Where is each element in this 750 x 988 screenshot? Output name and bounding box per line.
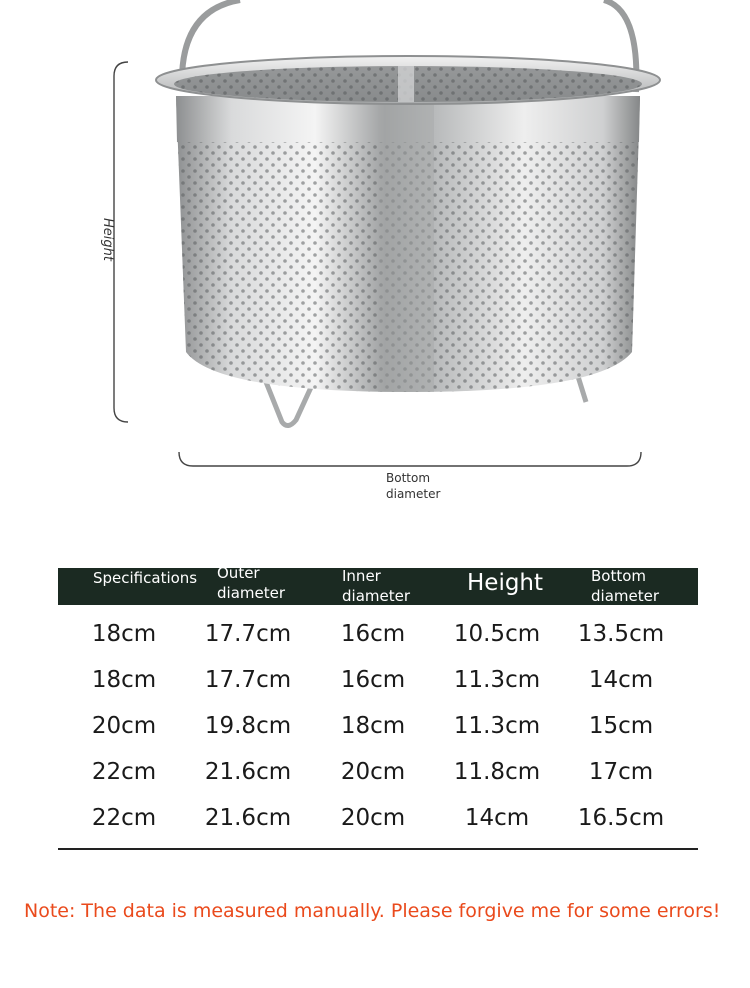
table-cell: 14cm [464,805,530,831]
height-bracket [114,62,128,422]
height-dimension-label: Height [99,218,115,261]
table-row [58,751,698,797]
table-cell: 21.6cm [204,805,292,831]
table-cell: 11.3cm [453,713,541,739]
table-bottom-rule [58,848,698,850]
table-cell: 20cm [91,713,157,739]
table-cell: 13.5cm [577,621,665,647]
header-bottom-diameter: Bottom diameter [591,567,659,605]
table-cell: 16cm [340,667,406,693]
table-cell: 16.5cm [577,805,665,831]
header-outer-diameter: Outer diameter [217,564,285,602]
table-row [58,659,698,705]
table-cell: 22cm [91,759,157,785]
header-inner-diameter: Inner diameter [342,567,410,605]
table-row [58,613,698,659]
table-cell: 18cm [91,621,157,647]
table-cell: 10.5cm [453,621,541,647]
header-height: Height [467,570,544,596]
bottom-diameter-dimension-label: Bottom diameter [386,471,441,501]
table-cell: 16cm [340,621,406,647]
table-cell: 11.3cm [453,667,541,693]
table-cell: 19.8cm [204,713,292,739]
specification-table [58,564,698,843]
table-cell: 14cm [588,667,654,693]
table-cell: 20cm [340,805,406,831]
table-cell: 17.7cm [204,621,292,647]
header-specifications: Specifications [93,569,198,587]
bottom-bracket [179,452,641,466]
measurement-note: Note: The data is measured manually. Please forgive me for some errors! [24,900,721,922]
table-row [58,797,698,843]
table-cell: 21.6cm [204,759,292,785]
table-cell: 11.8cm [453,759,541,785]
table-cell: 18cm [340,713,406,739]
table-cell: 18cm [91,667,157,693]
table-row [58,705,698,751]
table-cell: 17cm [588,759,654,785]
table-cell: 20cm [340,759,406,785]
table-header [58,564,698,605]
table-cell: 17.7cm [204,667,292,693]
table-cell: 15cm [588,713,654,739]
table-cell: 22cm [91,805,157,831]
